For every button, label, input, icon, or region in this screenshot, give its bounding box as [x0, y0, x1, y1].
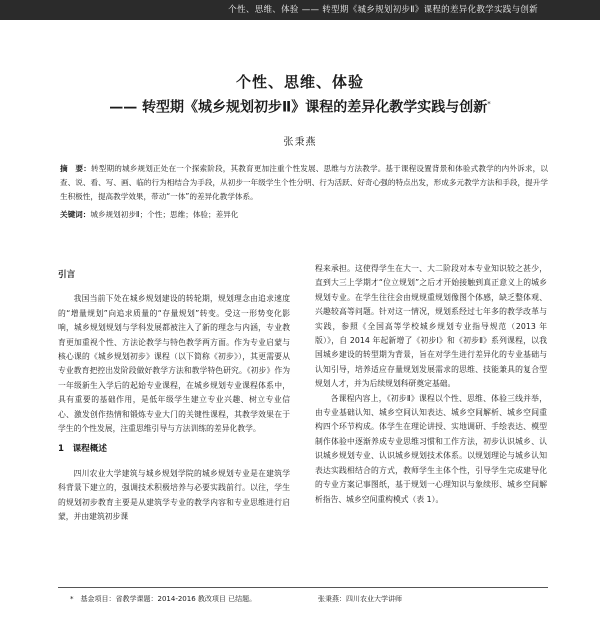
keywords-text: 城乡规划初步Ⅱ；个性；思维；体验；差异化: [90, 210, 239, 219]
intro-heading: 引言: [58, 270, 76, 280]
paper-subtitle-text: —— 转型期《城乡规划初步Ⅱ》课程的差异化教学实践与创新: [109, 99, 488, 116]
section-1-heading: 1 课程概述: [58, 444, 107, 455]
section-1-paragraph: 四川农业大学建筑与城乡规划学院的城乡规划专业是在建筑学科背景下建立的，强调技术积极培养与必要实践前行。以往，学生的规划初步教育主要是从建筑学专业的教学内容和专业思维进行启蒙，并由建筑初步课: [58, 468, 290, 522]
footnote-funding: * 基金项目：省教学课题：2014-2016 教改项目 已结题。: [70, 595, 257, 603]
title-footnote-mark: *: [487, 100, 491, 108]
abstract-text: 转型期的城乡规划正处在一个探索阶段，其教育更加注重个性发展、思维与方法教学。基于课程设置背景和体验式教学的内外诉求，以查、说、看、写、画、临的行为相结合为手段，从初步一年级学生个性分明、行为活跃、好奇心强的特点出发，形成多元教学方法和手段，提升学生积极性，提高教学效果，带动“一体”的差异化教学体系。: [60, 164, 548, 201]
body-column-right: [315, 262, 547, 507]
paper-subtitle: [60, 94, 540, 118]
keywords-label: 关键词：: [60, 210, 91, 219]
right-paragraph-1: 程来承担。这使得学生在大一、大二阶段对本专业知识较之甚少，直到大三上学期才“位立规划”之后才开始接触到真正意义上的城乡规划专业。在学生往往会由规规重规划像图个体感，缺乏整体观、兴趣较高等问题。针对这一情况，规划系经过七年多的教学改革与实践，参照《全国高等学校城乡规划专业指导规范（2013 年版）》，自 2014 年起新增了《初步Ⅰ》和《初步Ⅱ》系列课程，以我国城乡建设的转型期为背景，旨在对学生进行差异化的专业基础与认知引导，培养适应存量规划发展需求的思维、技能兼具的复合型规划人才，并为后续规划科研奠定基础。: [315, 264, 547, 389]
author-name: 张秉燕: [283, 136, 317, 148]
abstract: [60, 162, 548, 204]
footnote-author: 张秉燕：四川农业大学讲师: [318, 595, 402, 603]
intro-paragraph: 我国当前下处在城乡规划建设的转轮期，规划理念由追求速度的“增量规划”向追求质量的“存量规划”转变。受这一形势变化影响，城乡规划规划与学科发展都被注入了新的理念与内涵，专业教育更加重视个性、方法论教学与特色教学两方面。作为专业启蒙与核心课的《城乡规划初步》课程（以下简称《初步》），其更需要从专业教育把控出发阶段做好教学方法和教学特色研究。《初步》作为一年级新生入学后的起始专业课程，在城乡规划专业课程体系中，具有重要的基础作用，是低年级学生建立专业兴趣、树立专业信心、激发创作热情和锻炼专业大门的关键性课程，其教学效果在于学生的个性发展，注重思维引导与方法训练的差异化教学。: [58, 294, 290, 434]
body-column-left: [58, 262, 290, 525]
title-block: [60, 72, 540, 150]
abstract-label: 摘 要：: [60, 164, 91, 173]
running-header: 个性、思维、体验 —— 转型期《城乡规划初步Ⅱ》课程的差异化教学实践与创新: [0, 0, 600, 20]
keywords: [60, 208, 548, 222]
right-paragraph-2: 各课程内容上，《初步Ⅱ》课程以个性、思维、体验三线并举，由专业基础认知、城乡空间认知表达、城乡空间解析、城乡空间重构四个环节构成。体学生在理论讲授、实地调研、手绘表达、模型制作体验中逐渐养成专业思维习惯和工作方法，初步认识城乡、认识城乡规划专业、认识城乡规划技术体系。以规划理论与城乡认知表达实践相结合的方式，教师学生主体个性，引导学生完成建导化的专业方案记事图纸，基于规划一心理知识与象续形、城乡空间解析指告、城乡空间重构模式（表 1）。: [315, 393, 547, 504]
paper-title: 个性、思维、体验: [235, 73, 364, 91]
footnote-divider: [58, 587, 548, 588]
